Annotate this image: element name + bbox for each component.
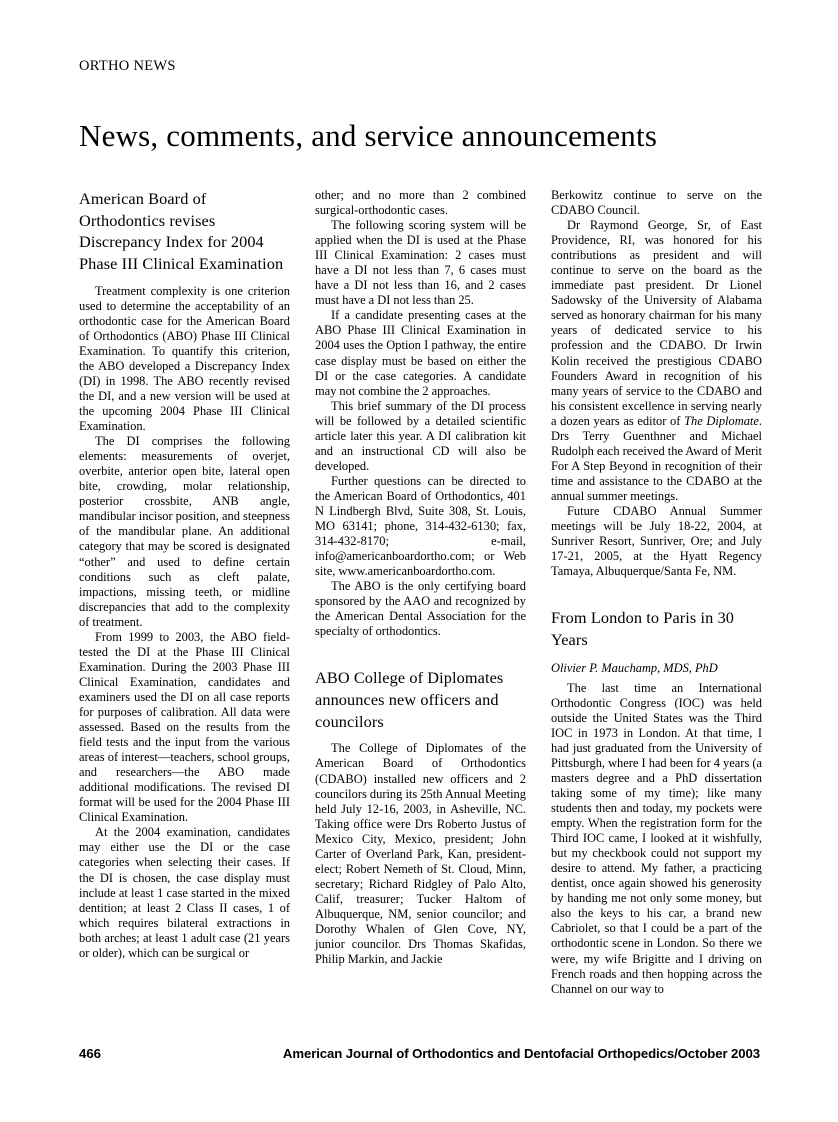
publication-title-diplomate: The Diplomate bbox=[684, 413, 759, 428]
paragraph: From 1999 to 2003, the ABO field-tested the DI at the Phase III Clinical Examination. During the 2003 Phase III Clinical Examination, candidates and examiners used the DI on all case reports for purposes of calibration. All data were assessed. Based on the results from the field tests and the input from the various areas of interest—teachers, school groups, and researchers—the ABO made additional modifications. The revised DI format will be used for the 2004 Phase III Clinical Examination. bbox=[79, 629, 290, 825]
paragraph: The DI comprises the following elements: measurements of overjet, overbite, anterior open bite, lateral open bite, crowding, molar relationship, posterior crossbite, ANB angle, mandibular incisor position, and steepness of the mandibular plane. An additional category that may be scored is designated “other” and used to define certain conditions such as cleft palate, impactions, missing teeth, or midline discrepancies that add to the complexity of treatment. bbox=[79, 434, 290, 629]
column-3 bbox=[551, 188, 762, 1033]
journal-citation: American Journal of Orthodontics and Dentofacial Orthopedics/October 2003 bbox=[282, 1046, 760, 1061]
paragraph-text-a: Dr Raymond George, Sr, of East Providence, RI, was honored for his contributions as president and will continue to serve on the board as the immediate past president. Dr Lionel Sadowsky of the University of Alabama served as honorary chairman for his many years of dedicated service to his profession and the CDABO. Dr Irwin Kolin received the prestigious CDABO Founders Award in recognition of his many years of service to the CDABO and his consistent excellence in serving nearly a dozen years as editor of bbox=[551, 218, 762, 428]
paragraph: The ABO is the only certifying board sponsored by the AAO and recognized by the American Dental Association for the specialty of orthodontics. bbox=[315, 579, 526, 639]
paragraph: The last time an International Orthodontic Congress (IOC) was held outside the United States was the Third IOC in 1973 in London. At that time, I had just graduated from the University of Pittsburgh, where I had been for 4 years (a masters degree and a PhD dissertation taking some of my time); like many students then and today, my pockets were empty. When the registration form for the Third IOC came, I looked at it wishfully, but my checkbook could not support my desire to attend. My father, a practicing dentist, once again showed his generosity by handing me not only some money, but also the keys to his car, a brand new Cabriolet, so that I could be a part of the orthodontic scene in London. So there we were, my wife Brigitte and I driving on French roads and then hopping across the Channel on our way to bbox=[551, 680, 762, 996]
paragraph: other; and no more than 2 combined surgical-orthodontic cases. bbox=[315, 188, 526, 218]
paragraph: Further questions can be directed to the American Board of Orthodontics, 401 N Lindbergh Blvd, Suite 308, St. Louis, MO 63141; phone, 314-432-6130; fax, 314-432-8170; e-mail, info@americanboardortho.com; or Web site, www.americanboardortho.com. bbox=[315, 473, 526, 579]
page-number: 466 bbox=[79, 1046, 102, 1061]
running-head: ORTHO NEWS bbox=[79, 58, 176, 74]
paragraph: At the 2004 examination, candidates may either use the DI or the case categories when selecting their cases. If the DI is chosen, the case display must include at least 1 case started in the mixed dentition; at least 2 Class II cases, 1 of which requires bilateral extractions in both arches; at least 1 adult case (21 years or older), which can be surgical or bbox=[79, 825, 290, 960]
paragraph bbox=[551, 218, 762, 504]
column-1 bbox=[79, 188, 290, 1033]
paragraph-text: The College of Diplomates of the American Board of Orthodontics (CDABO) installed new officers and 2 councilors during its 25th Annual Meeting held July 12-16, 2003, in Asheville, NC. Taking office were Drs Roberto Justus of Mexico City, Mexico, president; John Carter of Overland Park, Kan, president-elect; Robert Nemeth of St. Cloud, Minn, secretary; Richard Ridgley of Palo Alto, Calif, treasurer; Tucker Haltom of Albuquerque, NM, senior councilor; and Dorothy Whalen of Glen Cove, NY, junior councilor. Drs Thomas Skafidas, Philip Markin, and Jackie bbox=[315, 741, 526, 967]
author-byline: Olivier P. Mauchamp, MDS, PhD bbox=[551, 660, 718, 675]
paragraph-text-b: . Drs Terry Guenthner and Michael Rudolph each received the Award of Merit For A Step Beyond in recognition of their time and assistance to the CDABO at the annual summer meetings. bbox=[551, 413, 762, 503]
paragraph: The following scoring system will be applied when the DI is used at the Phase III Clinical Examination: 2 cases must have a DI not less than 7, 6 cases must have a DI not less than 16, and 2 cases must have a DI not less than 25. bbox=[315, 218, 526, 308]
section-heading-abo-discrepancy-index: American Board of Orthodontics revises Discrepancy Index for 2004 Phase III Clinical Examination bbox=[79, 189, 284, 274]
page-footer bbox=[79, 1046, 760, 1061]
paragraph: Future CDABO Annual Summer meetings will be July 18-22, 2004, at Sunriver Resort, Sunriver, Ore; and July 17-21, 2005, at the Hyatt Regency Tamaya, Albuquerque/Santa Fe, NM. bbox=[551, 503, 762, 579]
paragraph: If a candidate presenting cases at the ABO Phase III Clinical Examination in 2004 uses the Option I pathway, the entire case display must be based on either the DI or the case categories. A candidate may not combine the 2 approaches. bbox=[315, 308, 526, 398]
paragraph: Treatment complexity is one criterion used to determine the acceptability of an orthodontic case for the American Board of Orthodontics (ABO) Phase III Clinical Examination. To quantify this criterion, the ABO developed a Discrepancy Index (DI) in 1998. The ABO recently revised the DI, and a new version will be used at the upcoming 2004 Phase III Clinical Examination. bbox=[79, 283, 290, 434]
paragraph: Berkowitz continue to serve on the CDABO Council. bbox=[551, 188, 762, 218]
page-title: News, comments, and service announcements bbox=[79, 118, 658, 153]
column-2 bbox=[315, 188, 526, 1033]
paragraph: This brief summary of the DI process will be followed by a detailed scientific article later this year. A DI calibration kit and an instructional CD will also be developed. bbox=[315, 398, 526, 473]
section-heading-london-to-paris: From London to Paris in 30 Years bbox=[551, 608, 735, 649]
section-heading-abo-college-diplomates: ABO College of Diplomates announces new officers and councilors bbox=[315, 668, 504, 731]
article-columns bbox=[79, 188, 760, 1033]
paragraph bbox=[315, 741, 526, 967]
